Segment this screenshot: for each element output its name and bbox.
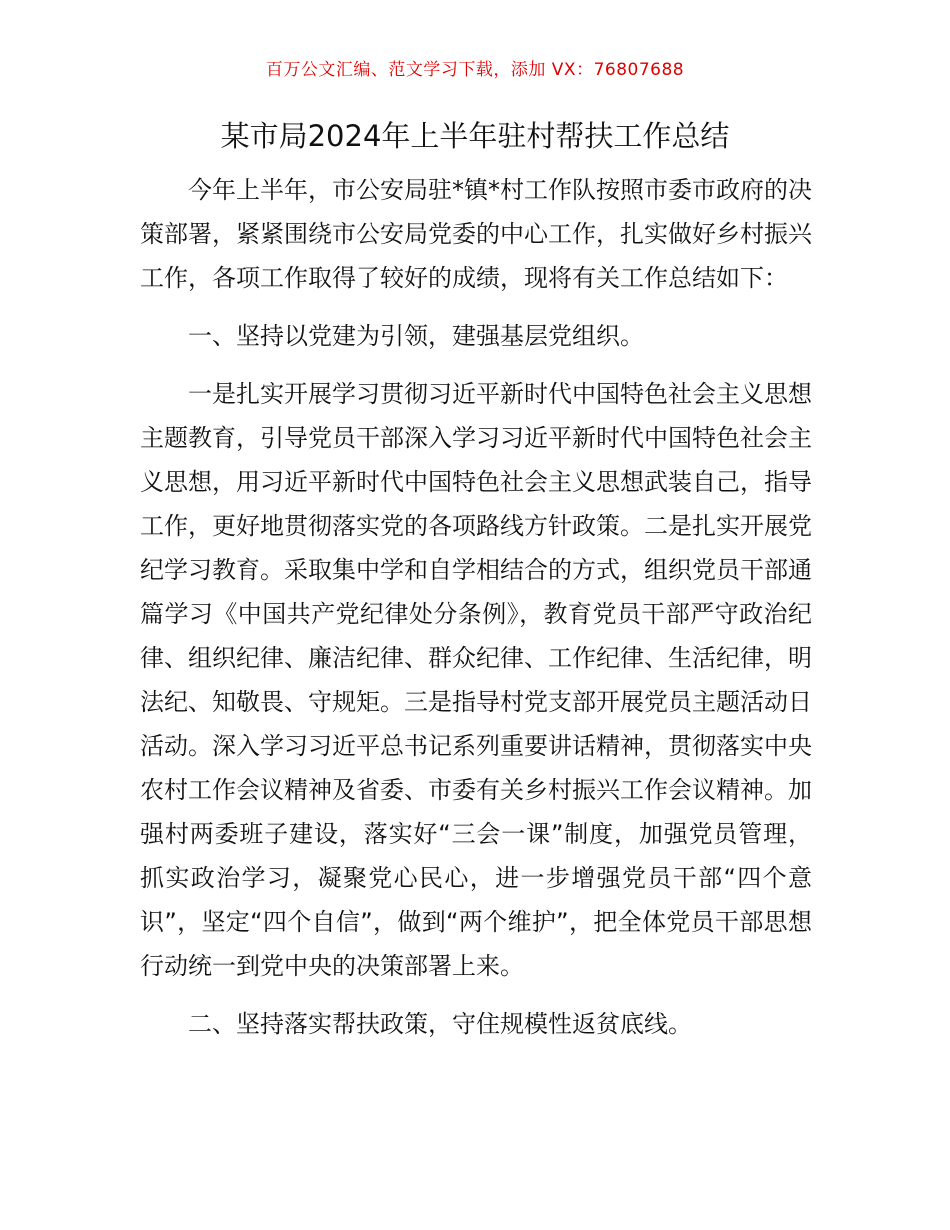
- document-body: [140, 168, 812, 1060]
- watermark-banner: 百万公文汇编、范文学习下载，添加 VX：76807688: [265, 60, 685, 80]
- section-heading-1: 一、坚持以党建为引领，建强基层党组织。: [188, 322, 644, 350]
- intro-paragraph: 今年上半年，市公安局驻*镇*村工作队按照市委市政府的决策部署，紧紧围绕市公安局党委的中心工作，扎实做好乡村振兴工作，各项工作取得了较好的成绩，现将有关工作总结如下：: [140, 176, 812, 292]
- section-heading-2: 二、坚持落实帮扶政策，守住规模性返贫底线。: [188, 1010, 692, 1038]
- document-title: 某市局2024年上半年驻村帮扶工作总结: [220, 119, 730, 153]
- body-paragraph: 一是扎实开展学习贯彻习近平新时代中国特色社会主义思想主题教育，引导党员干部深入学习习近平新时代中国特色社会主义思想，用习近平新时代中国特色社会主义思想武装自己，指导工作，更好地贯彻落实党的各项路线方针政策。二是扎实开展党纪学习教育。采取集中学和自学相结合的方式，组织党员干部通篇学习《中国共产党纪律处分条例》，教育党员干部严守政治纪律、组织纪律、廉洁纪律、群众纪律、工作纪律、生活纪律，明法纪、知敬畏、守规矩。三是指导村党支部开展党员主题活动日活动。深入学习习近平总书记系列重要讲话精神，贯彻落实中央农村工作会议精神及省委、市委有关乡村振兴工作会议精神。加强村两委班子建设，落实好“三会一课”制度，加强党员管理，抓实政治学习，凝聚党心民心，进一步增强党员干部“四个意识”，坚定“四个自信”，做到“两个维护”，把全体党员干部思想行动统一到党中央的决策部署上来。: [140, 380, 812, 980]
